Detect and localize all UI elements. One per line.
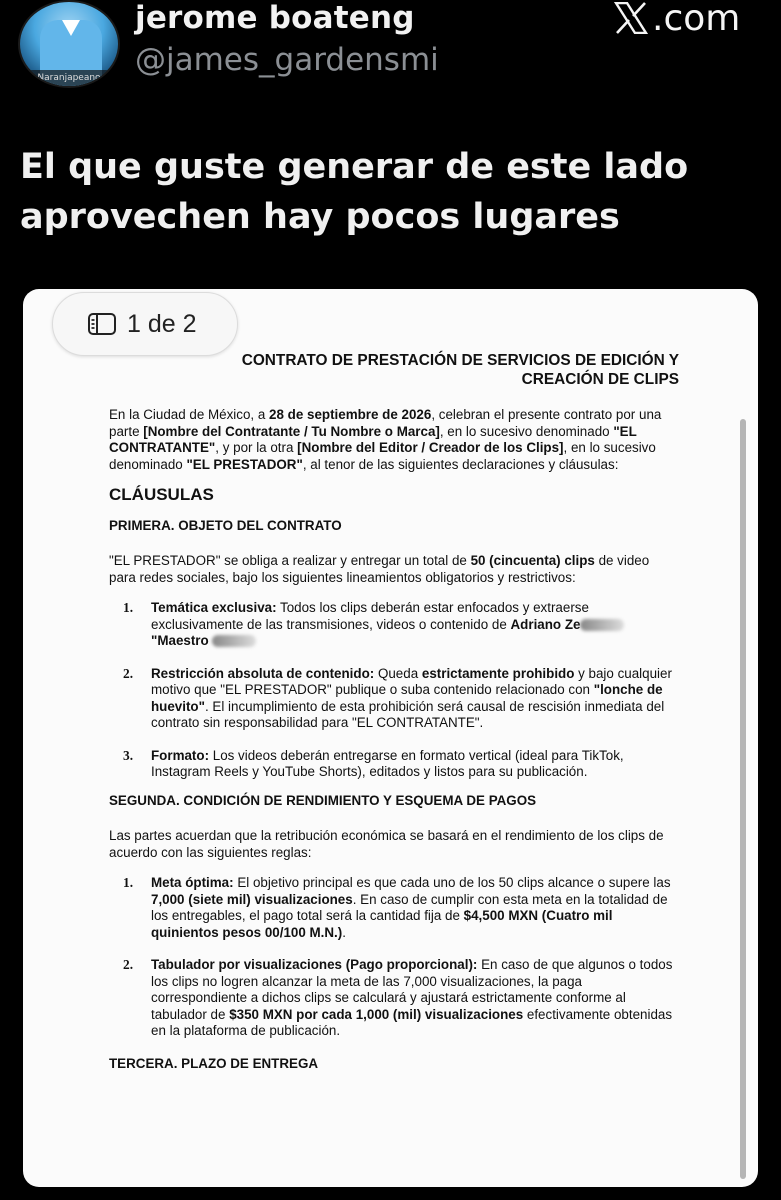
item-text: Queda (374, 665, 422, 681)
pages-icon (87, 312, 117, 336)
intro-date: 28 de septiembre de 2026 (269, 407, 432, 422)
site-mark (614, 0, 740, 38)
attached-document[interactable] (23, 289, 758, 1187)
item-emphasis: estrictamente prohibido (421, 665, 575, 681)
intro-contratante-label: "EL CONTRATANTE" (109, 423, 637, 455)
list-item (123, 600, 679, 650)
scrollbar[interactable] (740, 419, 746, 1179)
redaction-blur (212, 635, 256, 647)
list-item (123, 748, 679, 781)
section-heading-tercera: TERCERA. PLAZO DE ENTREGA (109, 1055, 319, 1071)
list-number: 1. (123, 600, 134, 615)
redaction-blur (580, 619, 624, 631)
item-text: El objetivo principal es que cada uno de los 50 clips alcance o supere las (233, 875, 671, 890)
intro-text: , en lo sucesivo denominado (109, 440, 656, 472)
list-number: 2. (123, 665, 134, 681)
intro-text: , y por la otra (215, 440, 298, 455)
primera-text: "EL PRESTADOR" se obliga a realizar y entregar un total de (109, 553, 471, 568)
list-number: 3. (123, 747, 134, 763)
item-label: Restricción absoluta de contenido: (151, 665, 375, 681)
document-title (109, 351, 679, 389)
intro-text: , celebran el presente contrato por una parte (109, 407, 662, 439)
page-indicator-label: 1 de 2 (127, 309, 197, 338)
user-handle[interactable]: @james_gardensmi (135, 42, 439, 78)
item-text: Los videos deberán entregarse en formato vertical (ideal para TikTok, Instagram Reels y YouTube Shorts), editados y listos para su publicación. (151, 747, 624, 779)
list-item-body (151, 600, 679, 650)
avatar-caption: Naranjapeano (20, 70, 118, 86)
list-item-body (151, 748, 679, 781)
primera-text: de video para redes sociales, bajo los siguientes lineamientos obligatorios y restrictivos: (109, 553, 650, 585)
item-text: . El incumplimiento de esta prohibición será causal de rescisión inmediata del contrato sin responsabilidad para "EL CONTRATANTE". (151, 698, 665, 730)
intro-editor-name: [Nombre del Editor / Creador de los Clips] (297, 440, 564, 455)
list-item-body (151, 875, 679, 941)
primera-paragraph (109, 553, 679, 586)
segunda-list (123, 875, 679, 1040)
section-heading-primera: PRIMERA. OBJETO DEL CONTRATO (109, 517, 342, 533)
list-item (123, 875, 679, 941)
item-label: Formato: (151, 747, 210, 763)
item-text: efectivamente obtenidas en la plataforma de publicación. (151, 1006, 673, 1038)
intro-contratante-name: [Nombre del Contratante / Tu Nombre o Marca] (143, 423, 440, 439)
intro-text: , al tenor de las siguientes declaraciones y cláusulas: (302, 456, 619, 472)
item-text: . En caso de cumplir con esta meta en la totalidad de los entregables, el pago total será la cantidad fija de (151, 891, 668, 923)
item-emphasis: 7,000 (siete mil) visualizaciones (151, 891, 353, 907)
x-logo-icon (614, 2, 648, 34)
item-creator-name: Adriano Ze (510, 616, 581, 632)
tweet-text: El que guste generar de este lado aprovechen hay pocos lugares (20, 147, 689, 237)
intro-text: En la Ciudad de México, a (109, 407, 270, 422)
item-creator-alias: "Maestro (151, 633, 213, 648)
list-number: 1. (123, 875, 134, 890)
item-label: Temática exclusiva: (151, 600, 277, 615)
section-heading-segunda: SEGUNDA. CONDICIÓN DE RENDIMIENTO Y ESQUEMA DE PAGOS (109, 792, 537, 808)
list-item (123, 957, 679, 1040)
item-label: Tabulador por visualizaciones (Pago proporcional): (151, 957, 478, 972)
document-title-line2: CREACIÓN DE CLIPS (521, 371, 679, 388)
item-text: Todos los clips deberán estar enfocados y extraerse exclusivamente de las transmisiones, videos o contenido de (151, 600, 589, 632)
avatar[interactable] (18, 0, 120, 88)
list-item-body (151, 666, 679, 732)
item-emphasis: $350 MXN por cada 1,000 (mil) visualizaciones (229, 1006, 524, 1022)
intro-text: , en lo sucesivo denominado (439, 423, 614, 439)
primera-list (123, 600, 679, 781)
item-emphasis: "lonche de huevito" (151, 682, 663, 714)
list-number: 2. (123, 957, 134, 972)
item-text: . (342, 924, 346, 940)
item-emphasis: $4,500 MXN (Cuatro mil quinientos pesos 00/100 M.N.) (151, 908, 613, 940)
intro-prestador-label: "EL PRESTADOR" (186, 456, 303, 472)
item-label: Meta óptima: (151, 875, 234, 890)
list-item-body (151, 957, 679, 1040)
page-indicator[interactable] (52, 292, 238, 356)
item-text: En caso de que algunos o todos los clips no logren alcanzar la meta de las 7,000 visualizaciones, la paga correspondiente a dichos clips se calculará y ajustará estrictamente conforme al tabulador de (151, 957, 673, 1022)
item-text: y bajo cualquier motivo que "EL PRESTADOR" publique o suba contenido relacionado con (151, 665, 672, 697)
clausulas-heading: CLÁUSULAS (109, 485, 214, 504)
list-item (123, 666, 679, 732)
document-body (109, 351, 679, 1091)
segunda-paragraph: Las partes acuerdan que la retribución económica se basará en el rendimiento de los clips de acuerdo con las siguientes reglas: (109, 828, 664, 860)
intro-paragraph (109, 407, 679, 473)
site-mark-suffix: com (663, 0, 741, 39)
display-name[interactable]: jerome boateng (135, 0, 415, 36)
primera-clip-count: 50 (cincuenta) clips (470, 553, 595, 568)
document-title-line1: CONTRATO DE PRESTACIÓN DE SERVICIOS DE EDICIÓN Y (241, 352, 679, 369)
site-mark-text: .com (652, 0, 740, 39)
